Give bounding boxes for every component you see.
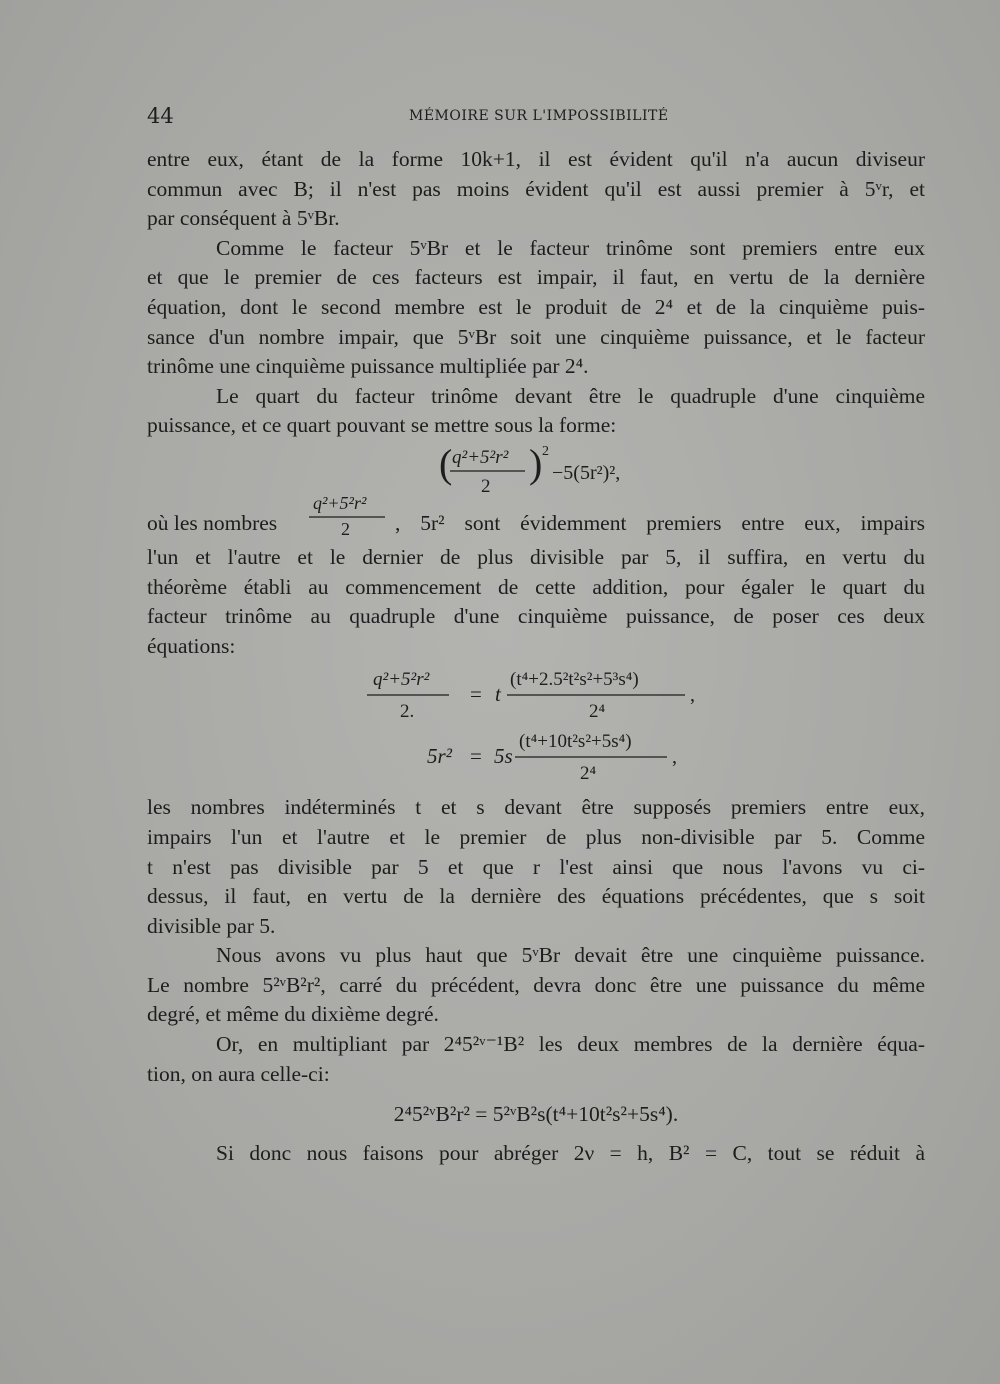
text-line: dessus, il faut, en vertu de la dernière des équations précédentes, que s soit	[147, 884, 925, 909]
svg-text:): )	[529, 440, 543, 486]
svg-text:−5(5r²)²,: −5(5r²)²,	[552, 461, 621, 484]
svg-text:(t⁴+10t²s²+5s⁴): (t⁴+10t²s²+5s⁴)	[519, 731, 632, 753]
text-line: théorème établi au commencement de cette addition, pour égaler le quart du	[147, 574, 925, 599]
svg-text:2: 2	[341, 518, 350, 539]
svg-text:5s: 5s	[494, 744, 513, 769]
equation-pair	[147, 661, 925, 793]
text-line: les nombres indéterminés t et s devant être supposés premiers entre eux,	[147, 795, 925, 820]
text-line: Or, en multipliant par 2⁴5²ᵛ⁻¹B² les deux membres de la dernière équa-	[216, 1032, 925, 1057]
formula-form	[147, 441, 925, 503]
text-line: Si donc nous faisons pour abréger 2ν = h, B² = C, tout se réduit à	[216, 1141, 925, 1166]
svg-text:(t⁴+2.5²t²s²+5³s⁴): (t⁴+2.5²t²s²+5³s⁴)	[510, 669, 639, 691]
svg-text:2⁴: 2⁴	[580, 763, 597, 785]
svg-text:=: =	[470, 682, 482, 707]
text-line: équation, dont le second membre est le produit de 2⁴ et de la cinquième puis-	[147, 294, 925, 319]
svg-text:(: (	[439, 440, 453, 486]
equation-text: 2⁴5²ᵛB²r² = 5²ᵛB²s(t⁴+10t²s²+5s⁴).	[393, 1102, 679, 1127]
text-line: et que le premier de ces facteurs est impair, il faut, en vertu de la dernière	[147, 265, 925, 290]
svg-text:,: ,	[672, 746, 677, 769]
page-body	[147, 145, 925, 1169]
inline-fraction-line	[147, 492, 925, 543]
text-line: puissance, et ce quart pouvant se mettre sous la forme:	[147, 413, 617, 438]
text-line: Le nombre 5²ᵛB²r², carré du précédent, devra donc être une puissance du même	[147, 972, 925, 997]
svg-text:q²+5²r²: q²+5²r²	[313, 492, 367, 513]
text-line: Nous avons vu plus haut que 5ᵛBr devait être une cinquième puissance.	[216, 943, 925, 968]
svg-text:2: 2	[481, 475, 491, 497]
text-line: t n'est pas divisible par 5 et que r l'est ainsi que nous l'avons vu ci-	[147, 854, 925, 879]
svg-text:q²+5²r²: q²+5²r²	[452, 446, 509, 468]
page-number: 44	[147, 104, 174, 128]
svg-text:=: =	[470, 744, 482, 769]
text-line: l'un et l'autre et le dernier de plus divisible par 5, il suffira, en vertu du	[147, 544, 925, 569]
text-line: tion, on aura celle-ci:	[147, 1061, 330, 1086]
text-line: équations:	[147, 633, 236, 658]
svg-text:q²+5²r²: q²+5²r²	[373, 669, 430, 691]
text-line: sance d'un nombre impair, que 5ᵛBr soit une cinquième puissance, et le facteur	[147, 324, 925, 349]
text-line: trinôme une cinquième puissance multipliée par 2⁴.	[147, 354, 589, 379]
svg-text:t: t	[495, 682, 501, 707]
svg-text:2.: 2.	[400, 701, 415, 723]
text-line: entre eux, étant de la forme 10k+1, il est évident qu'il n'a aucun diviseur	[147, 147, 925, 171]
svg-text:5r²: 5r²	[427, 744, 452, 769]
text-line: degré, et même du dixième degré.	[147, 1002, 439, 1027]
page-header	[147, 104, 925, 134]
svg-text:,: ,	[690, 684, 695, 707]
text-line: commun avec B; il n'est pas moins évident qu'il est aussi premier à 5ᵛr, et	[147, 176, 925, 201]
text-line: divisible par 5.	[147, 913, 276, 938]
text-line: impairs l'un et l'autre et le premier de plus non-divisible par 5. Comme	[147, 824, 925, 849]
text-line: Le quart du facteur trinôme devant être le quadruple d'une cinquième	[216, 383, 925, 408]
svg-text:2: 2	[542, 443, 549, 459]
running-title: MÉMOIRE SUR L'IMPOSSIBILITÉ	[409, 108, 669, 124]
text-fragment: , 5r² sont évidemment premiers entre eux, impairs	[395, 510, 925, 535]
text-line: Comme le facteur 5ᵛBr et le facteur trinôme sont premiers entre eux	[216, 235, 925, 260]
svg-text:2⁴: 2⁴	[589, 701, 606, 723]
equation-final	[147, 1089, 925, 1139]
text-line: facteur trinôme au quadruple d'une cinquième puissance, de poser ces deux	[147, 604, 925, 629]
text-line: par conséquent à 5ᵛBr.	[147, 206, 340, 231]
text-fragment: où les nombres	[147, 510, 278, 535]
